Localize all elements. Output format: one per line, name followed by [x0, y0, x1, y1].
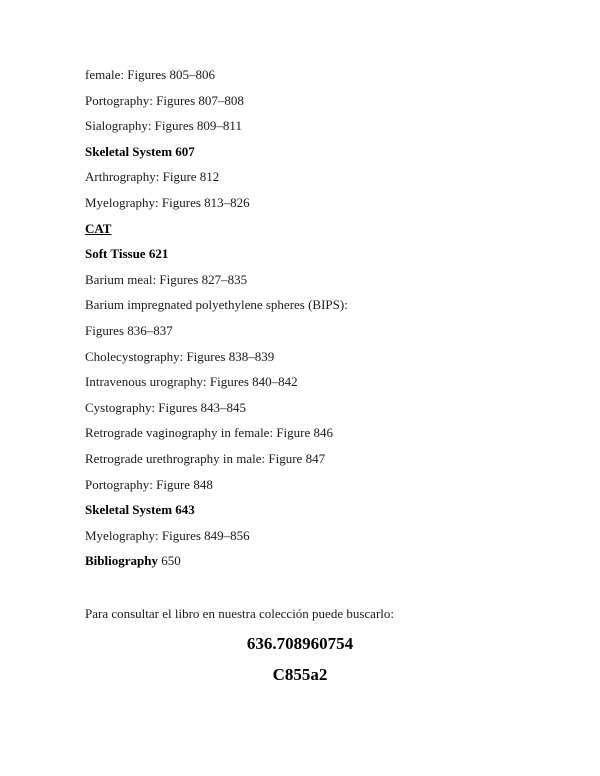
entry-bold-label: Bibliography [85, 553, 158, 569]
index-entry [85, 553, 525, 569]
index-entry: Barium impregnated polyethylene spheres (BIPS): [85, 297, 348, 313]
index-entry: Cholecystography: Figures 838–839 [85, 348, 275, 364]
section-heading: Skeletal System 607 [85, 143, 195, 159]
index-entry: Figures 836–837 [85, 322, 173, 338]
section-heading: Skeletal System 643 [85, 502, 195, 518]
section-title: CAT [85, 220, 112, 236]
index-entry: Portography: Figure 848 [85, 476, 213, 492]
index-entry: Retrograde urethrography in male: Figure 847 [85, 450, 326, 466]
index-entry: Retrograde vaginography in female: Figure 846 [85, 425, 334, 441]
index-entry: female: Figures 805–806 [85, 67, 215, 82]
index-entry: Intravenous urography: Figures 840–842 [85, 374, 298, 390]
collection-note: Para consultar el libro en nuestra colección puede buscarlo: [85, 606, 394, 621]
index-entry: Cystography: Figures 843–845 [85, 399, 247, 415]
call-number: 636.708960754 [246, 634, 354, 653]
index-entry: Sialography: Figures 809–811 [85, 118, 242, 134]
index-entry: Arthrography: Figure 812 [85, 169, 220, 185]
cutter-number: C855a2 [272, 665, 328, 684]
entry-page: 650 [157, 553, 181, 569]
index-entry: Myelography: Figures 813–826 [85, 194, 250, 210]
index-list [85, 67, 525, 579]
index-entry: Portography: Figures 807–808 [85, 92, 244, 108]
index-entry: Barium meal: Figures 827–835 [85, 271, 248, 287]
section-heading: Soft Tissue 621 [85, 246, 169, 262]
index-entry: Myelography: Figures 849–856 [85, 527, 250, 543]
